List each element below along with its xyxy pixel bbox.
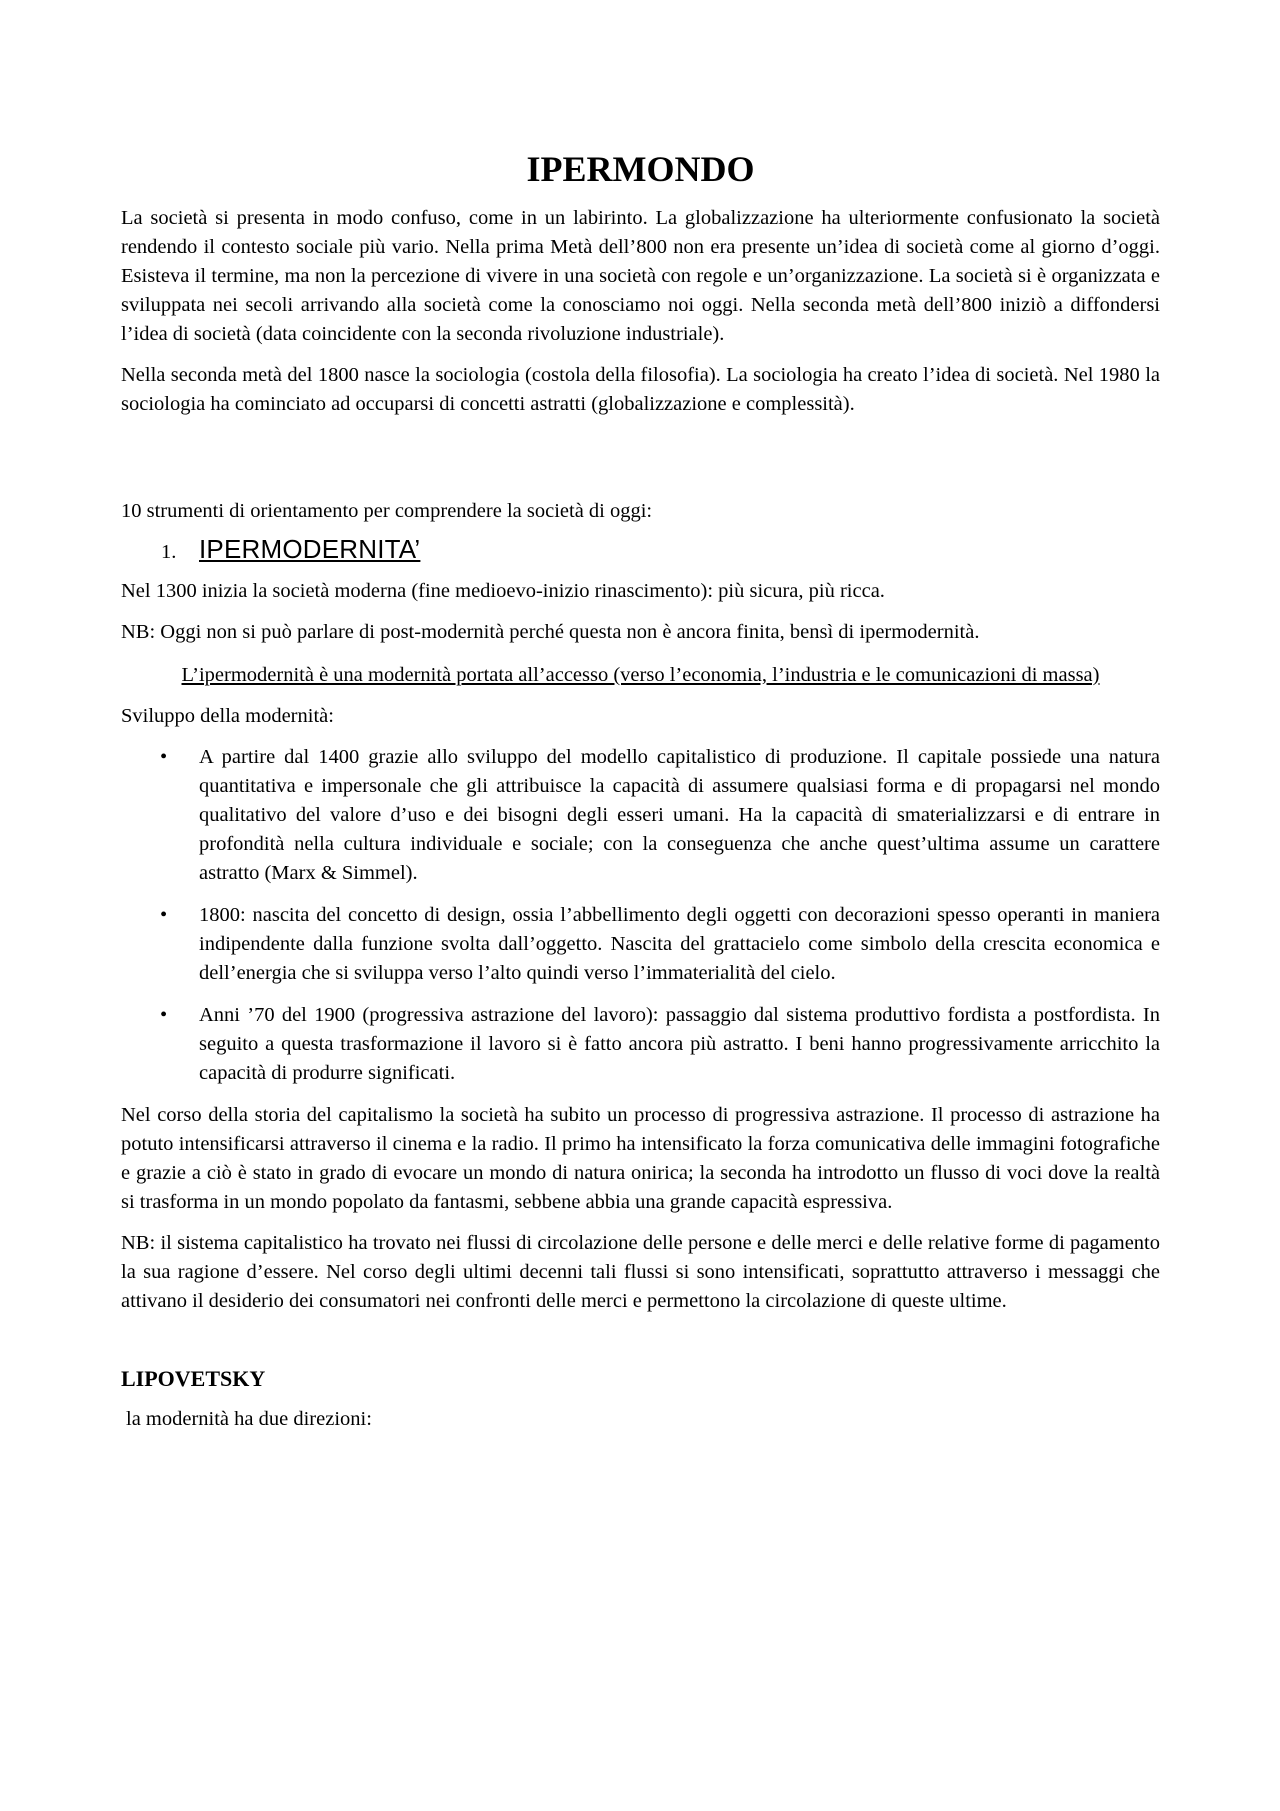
list-item xyxy=(121,901,1160,988)
list-item xyxy=(121,743,1160,888)
bullet-icon: • xyxy=(160,1003,168,1026)
bullet-icon: • xyxy=(160,745,168,768)
document-title: IPERMONDO xyxy=(526,149,755,189)
item-number: 1. xyxy=(161,540,177,563)
development-list xyxy=(121,743,1160,1088)
tools-intro: 10 strumenti di orientamento per comprendere la società di oggi: xyxy=(121,499,653,522)
list-item xyxy=(121,1001,1160,1088)
capitalism-paragraph: Nel corso della storia del capitalismo la società ha subito un processo di progressiva astrazione. Il processo di astrazione ha potuto intensificarsi attraverso il cinema e la radio. Il primo ha intensificato la forza comunicativa delle immagini fotografiche e grazie a ciò è stato in grado di evocare un mondo di natura onirica; la seconda ha introdotto un flusso di voci dove la realtà si trasforma in un mondo popolato da fantasmi, sebbene abbia una grande capacità espressiva. xyxy=(121,1103,1160,1213)
section-heading-lipovetsky: LIPOVETSKY xyxy=(121,1365,266,1391)
numbered-item-1 xyxy=(161,534,1160,565)
development-label: Sviluppo della modernità: xyxy=(121,704,334,727)
intro-paragraph-2: Nella seconda metà del 1800 nasce la sociologia (costola della filosofia). La sociologia ha creato l’idea di società. Nel 1980 la sociologia ha cominciato ad occuparsi di concetti astratti (globalizzazione e complessità). xyxy=(121,363,1160,415)
list-item-text: 1800: nascita del concetto di design, ossia l’abbellimento degli oggetti con decorazioni spesso operanti in maniera indipendente dalla funzione svolta dall’oggetto. Nascita del grattacielo come simbolo della crescita economica e dell’energia che si sviluppa verso l’alto quindi verso l’immaterialità del cielo. xyxy=(199,903,1160,984)
definition-underlined: L’ipermodernità è una modernità portata all’accesso (verso l’economia, l’industria e le comunicazioni di massa) xyxy=(181,663,1100,686)
nb-note-1: NB: Oggi non si può parlare di post-modernità perché questa non è ancora finita, bensì di ipermodernità. xyxy=(121,620,980,643)
section-paragraph: la modernità ha due direzioni: xyxy=(126,1407,372,1430)
bullet-icon: • xyxy=(160,903,168,926)
item-heading: IPERMODERNITA’ xyxy=(199,533,421,564)
list-item-text: A partire dal 1400 grazie allo sviluppo del modello capitalistico di produzione. Il capitale possiede una natura quantitativa e impersonale che gli attribuisce la capacità di assumere qualsiasi forma e di propagarsi nel mondo qualitativo del valore d’uso e dei bisogni degli esseri umani. Ha la capacità di smaterializzarsi e di entrare in profondità nella cultura individuale e sociale; con la conseguenza che anche quest’ultima assume un carattere astratto (Marx & Simmel). xyxy=(199,745,1160,884)
intro-paragraph-1: La società si presenta in modo confuso, come in un labirinto. La globalizzazione ha ulteriormente confusionato la società rendendo il contesto sociale più vario. Nella prima Metà dell’800 non era presente un’idea di società come al giorno d’oggi. Esisteva il termine, ma non la percezione di vivere in una società con regole e un’organizzazione. La società si è organizzata e sviluppata nei secoli arrivando alla società come la conosciamo noi oggi. Nella seconda metà dell’800 iniziò a diffondersi l’idea di società (data coincidente con la seconda rivoluzione industriale). xyxy=(121,206,1160,345)
list-item-text: Anni ’70 del 1900 (progressiva astrazione del lavoro): passaggio dal sistema produttivo fordista a postfordista. In seguito a questa trasformazione il lavoro si è fatto ancora più astratto. I beni hanno progressivamente arricchito la capacità di produrre significati. xyxy=(199,1003,1160,1084)
nb-note-2: NB: il sistema capitalistico ha trovato nei flussi di circolazione delle persone e delle merci e delle relative forme di pagamento la sua ragione d’essere. Nel corso degli ultimi decenni tali flussi si sono intensificati, soprattutto attraverso i messaggi che attivano il desiderio dei consumatori nei confronti delle merci e permettono la circolazione di queste ultime. xyxy=(121,1231,1160,1312)
paragraph-1300: Nel 1300 inizia la società moderna (fine medioevo-inizio rinascimento): più sicura, più ricca. xyxy=(121,579,885,602)
